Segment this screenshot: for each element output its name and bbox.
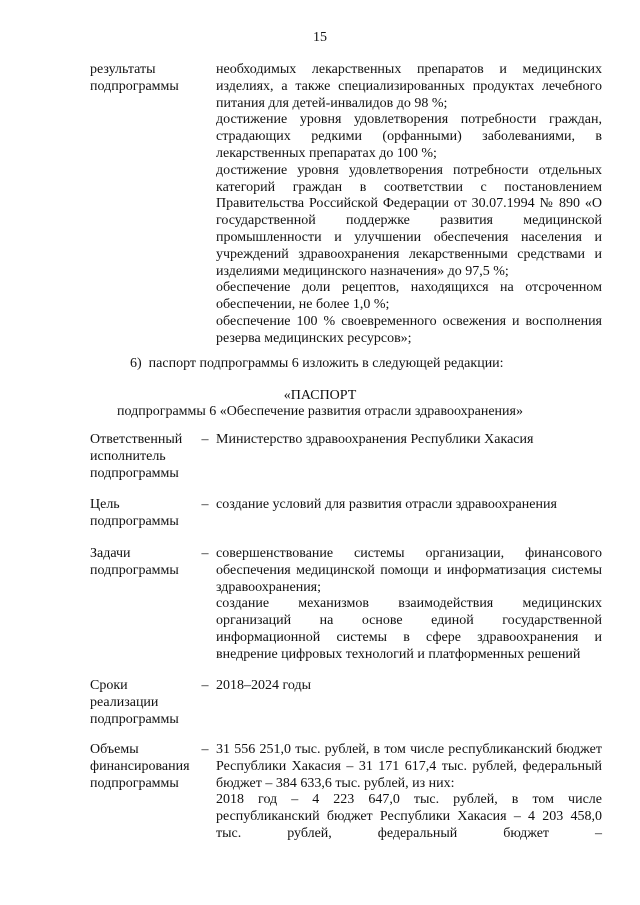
row-label <box>90 742 198 792</box>
paragraph: создание условий для развития отрасли здравоохранения <box>216 497 557 512</box>
row-body <box>216 678 602 695</box>
paragraph: совершенствование системы организации, финансового обеспечения медицинской помощи и информатизация системы здравоохранения; <box>216 546 602 595</box>
label-line: подпрограммы <box>90 78 179 94</box>
row-body <box>216 742 602 843</box>
row-body <box>216 497 602 514</box>
row-label <box>90 546 198 580</box>
label-line: подпрограммы <box>90 465 179 481</box>
dash-separator: – <box>201 546 209 561</box>
label-line: подпрограммы <box>90 513 179 529</box>
row-label <box>90 432 198 482</box>
label-line: финансирования <box>90 758 190 774</box>
label-line: реализации <box>90 694 159 710</box>
row-body <box>216 432 602 449</box>
label-line: подпрограммы <box>90 562 179 578</box>
passport-title: «ПАСПОРТ <box>283 388 357 403</box>
dash-separator: – <box>201 497 209 512</box>
row-body <box>216 546 602 664</box>
label-line: исполнитель <box>90 448 166 464</box>
row-label <box>90 678 198 728</box>
row-label <box>90 497 198 531</box>
page-number: 15 <box>313 30 327 45</box>
label-line: Задачи <box>90 546 131 561</box>
row-body <box>216 62 602 348</box>
paragraph: Министерство здравоохранения Республики Хакасия <box>216 432 534 447</box>
label-line: Ответственный <box>90 432 183 447</box>
paragraph: достижение уровня удовлетворения потребности граждан, страдающих редкими (орфанными) заболеваниями, в лекарственных препаратах до 100 %; <box>216 112 602 161</box>
label-line: Цель <box>90 497 120 512</box>
paragraph: обеспечение доли рецептов, находящихся на отсроченном обеспечении, не более 1,0 %; <box>216 280 602 313</box>
row-label <box>90 62 198 96</box>
label-line: подпрограммы <box>90 775 179 791</box>
label-line: подпрограммы <box>90 711 179 727</box>
dash-separator: – <box>201 678 209 693</box>
label-line: Сроки <box>90 678 128 693</box>
paragraph: необходимых лекарственных препаратов и медицинских изделиях, а также специализированных продуктах лечебного питания для детей-инвалидов до 98 %; <box>216 62 602 111</box>
label-line: результаты <box>90 62 156 77</box>
paragraph: 2018–2024 годы <box>216 678 312 693</box>
passport-subtitle: подпрограммы 6 «Обеспечение развития отрасли здравоохранения» <box>117 404 523 419</box>
label-line: Объемы <box>90 742 139 757</box>
amendment-item-6: 6) паспорт подпрограммы 6 изложить в следующей редакции: <box>130 356 504 371</box>
paragraph: 2018 год – 4 223 647,0 тыс. рублей, в том числе республиканский бюджет Республики Хакасия – 4 203 458,0 тыс. рублей, федеральный бюджет – <box>216 792 602 841</box>
paragraph: обеспечение 100 % своевременного освежения и восполнения резерва медицинских ресурсов»; <box>216 313 602 346</box>
dash-separator: – <box>201 742 209 757</box>
dash-separator: – <box>201 432 209 447</box>
paragraph: достижение уровня удовлетворения потребности отдельных категорий граждан в соответствии с постановлением Правительства Российской Федерации от 30.07.1994 № 890 «О государственной поддержке развития медицинской промышленности и улучшении обеспечения населения и учреждений здравоохранения лекарственными средствами и изделиями медицинского назначения» до 97,5 %; <box>216 162 602 279</box>
paragraph: создание механизмов взаимодействия медицинских организаций на основе единой государственной информационной системы в сфере здравоохранения и внедрение цифровых технологий и платформенных решений <box>216 596 602 662</box>
paragraph: 31 556 251,0 тыс. рублей, в том числе республиканский бюджет Республики Хакасия – 31 171 617,4 тыс. рублей, федеральный бюджет – 384 633,6 тыс. рублей, из них: <box>216 742 602 791</box>
